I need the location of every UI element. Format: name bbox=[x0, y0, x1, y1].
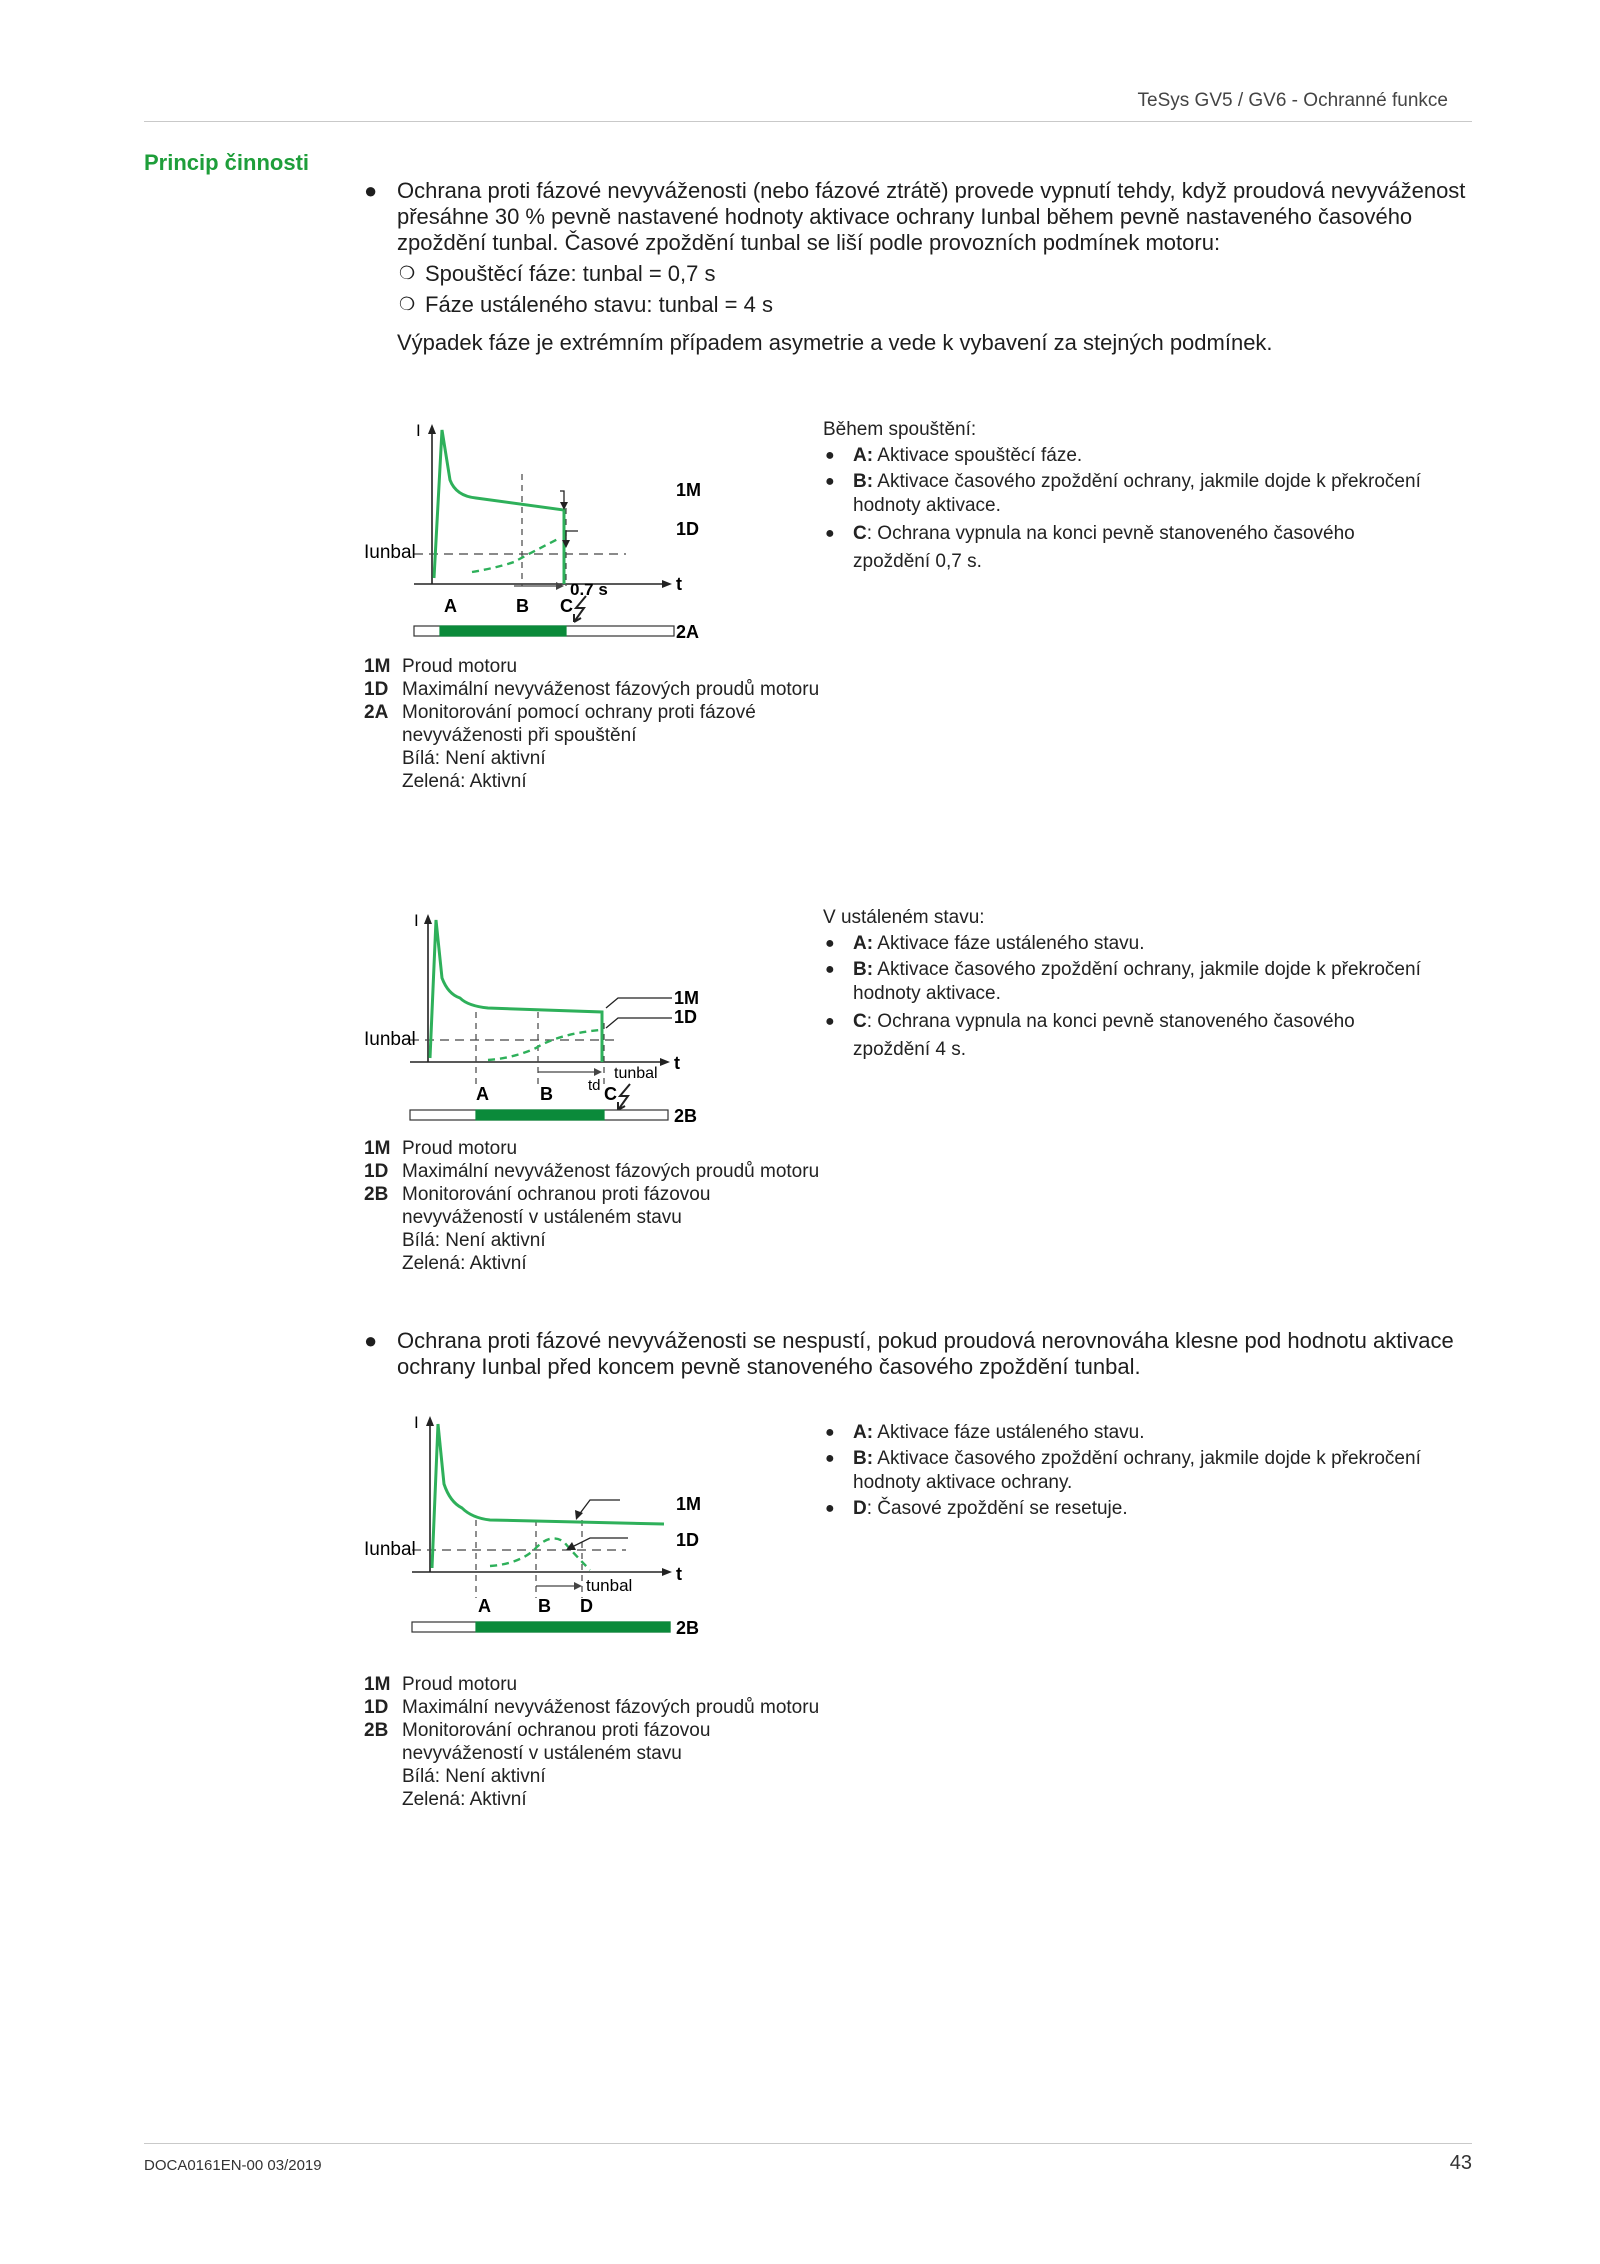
circle-bullet-icon: ❍ bbox=[399, 294, 416, 314]
label-a: A bbox=[478, 1596, 491, 1616]
mid-bullet bbox=[364, 1328, 1474, 1380]
axis-t-label: t bbox=[674, 1053, 680, 1073]
legend-text: Monitorování ochranou proti fázovou nevyvážeností v ustáleném stavu bbox=[402, 1184, 711, 1228]
item-key: B: bbox=[853, 959, 874, 980]
legend-2 bbox=[364, 1137, 834, 1275]
label-1d: 1D bbox=[676, 1530, 700, 1550]
iunbal-label: Iunbal bbox=[364, 542, 416, 563]
legend-item bbox=[364, 1696, 834, 1719]
bullet-dot-icon: ● bbox=[825, 935, 835, 952]
label-d: D bbox=[580, 1596, 593, 1616]
footer-document-id: DOCA0161EN-00 03/2019 bbox=[144, 2157, 322, 2174]
legend-note: Bílá: Není aktivní bbox=[402, 1766, 546, 1787]
axis-i-label: I bbox=[414, 1413, 419, 1432]
legend-code: 1D bbox=[364, 1697, 389, 1718]
label-td: td bbox=[588, 1077, 601, 1094]
legend-text: Proud motoru bbox=[402, 656, 518, 677]
label-a: A bbox=[476, 1084, 489, 1104]
bullet-dot-icon: ● bbox=[825, 1424, 835, 1441]
axis-t-label: t bbox=[676, 1564, 682, 1584]
legend-code: 2B bbox=[364, 1720, 389, 1741]
page-number: 43 bbox=[1449, 2152, 1472, 2174]
legend-3 bbox=[364, 1673, 834, 1811]
bullet-dot-icon: ● bbox=[364, 178, 378, 203]
label-1m: 1M bbox=[674, 988, 700, 1008]
legend-note: Bílá: Není aktivní bbox=[402, 748, 546, 769]
item-text: Aktivace časového zpoždění ochrany, jakmile dojde k překročení hodnoty aktivace ochrany. bbox=[853, 1448, 1421, 1493]
legend-code: 1D bbox=[364, 679, 389, 700]
legend-item bbox=[364, 1137, 834, 1160]
axis-t-label: t bbox=[676, 574, 682, 594]
intro-bullet bbox=[364, 178, 1474, 256]
legend-item bbox=[364, 678, 834, 701]
label-1m: 1M bbox=[676, 480, 702, 500]
label-1d: 1D bbox=[676, 519, 700, 539]
circle-bullet-icon: ❍ bbox=[399, 263, 416, 283]
axis-i-label: I bbox=[416, 421, 421, 440]
bullet-dot-icon: ● bbox=[825, 473, 835, 490]
legend-code: 1D bbox=[364, 1161, 389, 1182]
bullet-dot-icon: ● bbox=[364, 1328, 378, 1353]
description-item bbox=[823, 1421, 1423, 1445]
legend-item bbox=[364, 655, 834, 678]
legend-text: Proud motoru bbox=[402, 1674, 518, 1695]
label-a: A bbox=[444, 596, 457, 616]
bullet-dot-icon: ● bbox=[825, 961, 835, 978]
label-b: B bbox=[540, 1084, 553, 1104]
section-title: Princip činnosti bbox=[144, 150, 310, 175]
description-item bbox=[823, 932, 1423, 956]
intro-bullet-text: Ochrana proti fázové nevyváženosti (nebo fázové ztrátě) provede vypnutí tehdy, když proudová nevyváženost přesáhne 30 % pevně nastavené hodnoty aktivace ochrany Iunbal během pevně nastaveného časového zpoždění tunbal. Časové zpoždění tunbal se liší podle provozních podmínek motoru: bbox=[397, 178, 1466, 255]
item-key: C bbox=[853, 523, 867, 544]
item-key: D bbox=[853, 1498, 867, 1519]
item-text: Aktivace fáze ustáleného stavu. bbox=[873, 933, 1145, 954]
mid-bullet-item bbox=[364, 1328, 1474, 1380]
bullet-dot-icon: ● bbox=[825, 1013, 835, 1030]
legend-item bbox=[364, 1719, 834, 1765]
iunbal-label: Iunbal bbox=[364, 1029, 416, 1050]
legend-note: Zelená: Aktivní bbox=[402, 771, 527, 792]
legend-note: Bílá: Není aktivní bbox=[402, 1230, 546, 1251]
mid-bullet-text: Ochrana proti fázové nevyváženosti se nespustí, pokud proudová nerovnováha klesne pod hodnotu aktivace ochrany Iunbal před koncem pevně stanoveného časového zpoždění tunbal. bbox=[397, 1328, 1454, 1379]
legend-item bbox=[364, 1673, 834, 1696]
footer-rule bbox=[144, 2143, 1472, 2144]
item-key: C bbox=[853, 1011, 867, 1032]
item-text: : Ochrana vypnula na konci pevně stanoveného časového zpoždění 0,7 s. bbox=[853, 523, 1355, 572]
legend-code: 2A bbox=[364, 702, 389, 723]
item-text: Aktivace časového zpoždění ochrany, jakmile dojde k překročení hodnoty aktivace. bbox=[853, 959, 1421, 1004]
item-text: Aktivace časového zpoždění ochrany, jakmile dojde k překročení hodnoty aktivace. bbox=[853, 471, 1421, 516]
label-tunbal: tunbal bbox=[614, 1065, 658, 1082]
description-lead: V ustáleném stavu: bbox=[823, 907, 985, 928]
figure-1 bbox=[364, 418, 724, 653]
description-item bbox=[823, 1447, 1423, 1495]
item-key: A: bbox=[853, 445, 874, 466]
legend-1 bbox=[364, 655, 834, 793]
description-item bbox=[823, 1008, 1423, 1064]
description-3 bbox=[823, 1419, 1423, 1521]
legend-note: Zelená: Aktivní bbox=[402, 1789, 527, 1810]
legend-code: 1M bbox=[364, 656, 391, 677]
intro-paragraph: Výpadek fáze je extrémním případem asymetrie a vede k vybavení za stejných podmínek. bbox=[397, 330, 1273, 355]
label-2b: 2B bbox=[674, 1106, 698, 1126]
description-item bbox=[823, 520, 1423, 576]
bullet-dot-icon: ● bbox=[825, 525, 835, 542]
intro-sub-item bbox=[397, 292, 1474, 318]
item-key: A: bbox=[853, 1422, 874, 1443]
description-lead: Během spouštění: bbox=[823, 419, 977, 440]
iunbal-label: Iunbal bbox=[364, 1539, 416, 1560]
figure-2 bbox=[364, 908, 724, 1133]
label-c: C bbox=[560, 596, 573, 616]
item-key: B: bbox=[853, 471, 874, 492]
axis-i-label: I bbox=[414, 911, 419, 930]
label-delay: 0.7 s bbox=[570, 580, 608, 599]
label-2b: 2B bbox=[676, 1618, 700, 1638]
label-c: C bbox=[604, 1084, 617, 1104]
description-item bbox=[823, 470, 1423, 518]
item-text: Aktivace spouštěcí fáze. bbox=[873, 445, 1083, 466]
intro bbox=[364, 178, 1474, 356]
intro-sub-text: Spouštěcí fáze: tunbal = 0,7 s bbox=[425, 261, 716, 286]
bullet-dot-icon: ● bbox=[825, 1450, 835, 1467]
description-item bbox=[823, 1497, 1423, 1521]
legend-text: Proud motoru bbox=[402, 1138, 518, 1159]
legend-code: 1M bbox=[364, 1674, 391, 1695]
bullet-dot-icon: ● bbox=[825, 447, 835, 464]
figure-3 bbox=[364, 1410, 724, 1645]
item-text: : Ochrana vypnula na konci pevně stanoveného časového zpoždění 4 s. bbox=[853, 1011, 1355, 1060]
label-1d: 1D bbox=[674, 1007, 698, 1027]
legend-item bbox=[364, 701, 834, 747]
bullet-dot-icon: ● bbox=[825, 1500, 835, 1517]
legend-code: 2B bbox=[364, 1184, 389, 1205]
item-key: A: bbox=[853, 933, 874, 954]
description-1 bbox=[823, 418, 1423, 576]
description-2 bbox=[823, 906, 1423, 1064]
legend-text: Maximální nevyváženost fázových proudů motoru bbox=[402, 1697, 820, 1718]
legend-item bbox=[364, 1160, 834, 1183]
header-title: TeSys GV5 / GV6 - Ochranné funkce bbox=[1137, 90, 1448, 111]
legend-text: Maximální nevyváženost fázových proudů motoru bbox=[402, 1161, 820, 1182]
intro-sub-item bbox=[397, 261, 1474, 287]
legend-text: Monitorování ochranou proti fázovou nevyvážeností v ustáleném stavu bbox=[402, 1720, 711, 1764]
description-item bbox=[823, 444, 1423, 468]
label-1m: 1M bbox=[676, 1494, 702, 1514]
legend-note: Zelená: Aktivní bbox=[402, 1253, 527, 1274]
intro-sub-text: Fáze ustáleného stavu: tunbal = 4 s bbox=[425, 292, 773, 317]
intro-sublist bbox=[364, 261, 1474, 318]
header-rule bbox=[144, 121, 1472, 122]
label-2a: 2A bbox=[676, 622, 700, 642]
legend-text: Monitorování pomocí ochrany proti fázové nevyváženosti při spouštění bbox=[402, 702, 756, 746]
label-tunbal: tunbal bbox=[586, 1576, 633, 1595]
legend-item bbox=[364, 1183, 834, 1229]
item-text: Aktivace fáze ustáleného stavu. bbox=[873, 1422, 1145, 1443]
trip-lightning-icon bbox=[618, 1084, 630, 1110]
trip-lightning-icon bbox=[574, 596, 586, 622]
legend-code: 1M bbox=[364, 1138, 391, 1159]
label-b: B bbox=[516, 596, 529, 616]
label-b: B bbox=[538, 1596, 551, 1616]
legend-text: Maximální nevyváženost fázových proudů motoru bbox=[402, 679, 820, 700]
description-item bbox=[823, 958, 1423, 1006]
item-key: B: bbox=[853, 1448, 874, 1469]
item-text: : Časové zpoždění se resetuje. bbox=[866, 1498, 1128, 1519]
